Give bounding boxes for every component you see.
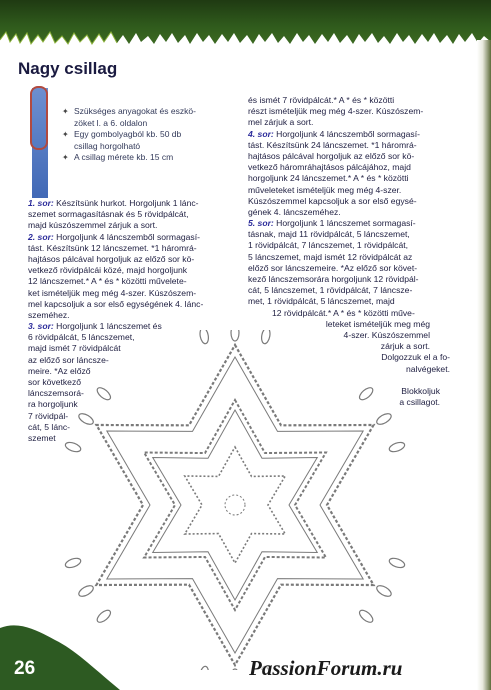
instruction-text: cát, 5 lánc-	[28, 421, 71, 432]
instruction-text: 12 rövidpálcát.* A * és * közötti műve-	[272, 307, 415, 318]
instruction-line	[248, 106, 470, 117]
instruction-line	[248, 185, 470, 196]
instruction-text: 1 rövidpálcát, 7 láncszemet, 1 rövidpálcát,	[248, 240, 409, 251]
instruction-text: meire. *Az előző	[28, 365, 91, 376]
instruction-text: Horgoljunk 4 láncszemből sormagasí-	[273, 128, 420, 139]
instruction-text: cát, 5 láncszemet, 1 rövidpálcát, 7 láncsze-	[248, 285, 413, 296]
instruction-text: műveleteket ismételjük meg még 4-szer.	[248, 184, 402, 195]
picot-loop	[375, 584, 393, 599]
instruction-line	[248, 229, 470, 240]
instruction-text: met, 1 rövidpálcát, 5 láncszemet, majd	[248, 296, 395, 307]
instruction-text: Horgoljunk 4 láncszemből sormagasí-	[53, 231, 200, 242]
page-title: Nagy csillag	[18, 59, 118, 78]
instruction-line	[248, 207, 470, 218]
instruction-text: előző sor láncszemeire. *Az előző sor követ-	[248, 262, 418, 273]
instruction-line	[248, 140, 470, 151]
instruction-line	[248, 151, 470, 162]
instruction-text: a csillagot.	[399, 397, 440, 408]
instruction-line	[28, 198, 242, 209]
picot-loop	[231, 669, 239, 670]
instruction-line	[28, 243, 242, 254]
instruction-text: hajtásos pálcával horgoljuk az előző sor kö-	[28, 253, 195, 264]
row-label: 3. sor:	[28, 321, 54, 332]
instruction-text: szeméhez.	[28, 309, 70, 320]
picot-loop	[64, 556, 82, 569]
picot-loop	[77, 584, 95, 599]
instruction-text: és ismét 7 rövidpálcát.* A * és * közötti	[248, 95, 395, 105]
instruction-text: Készítsünk hurkot. Horgoljunk 1 lánc-	[53, 198, 199, 208]
instruction-text: mel zárjuk a sort.	[248, 117, 314, 128]
center-ring	[225, 495, 245, 515]
grass-decoration	[0, 30, 491, 52]
star-inner-outline	[185, 447, 285, 563]
star-outer-outline	[96, 345, 373, 665]
instruction-text: majd ismét 7 rövidpálcát	[28, 343, 121, 354]
instruction-line	[248, 240, 470, 251]
star-middle-inline	[153, 410, 318, 600]
instruction-line	[28, 209, 242, 220]
instruction-line	[28, 265, 242, 276]
instruction-line	[248, 296, 470, 307]
requirement-line: ✦ A csillag mérete kb. 15 cm	[62, 152, 232, 164]
picot-loop	[231, 330, 239, 341]
requirement-line: csillag horgolható	[74, 140, 141, 151]
instruction-text: 7 rövidpál-	[28, 410, 69, 421]
page-number: 26	[14, 658, 36, 679]
instruction-line	[28, 232, 242, 243]
instruction-line	[248, 319, 470, 330]
requirement-line: ✦ Szükséges anyagokat és eszkö-	[62, 106, 232, 118]
instruction-text: láncszemsorá-	[28, 388, 84, 399]
instruction-text: Horgoljunk 1 láncszemet és	[53, 321, 162, 332]
instruction-text: ket ismételjük meg még 4-szer. Kúszószem-	[28, 287, 197, 298]
instruction-text: 12 láncszemet.* A * és * közötti művelete-	[28, 276, 187, 287]
instruction-line	[248, 173, 470, 184]
requirement-line: ✦ Egy gombolyagból kb. 50 db	[62, 129, 232, 141]
instruction-line	[28, 276, 242, 287]
picot-loop	[199, 330, 210, 344]
instruction-text: tásnak, majd 11 rövidpálcát, 5 láncszemet,	[248, 229, 410, 240]
instruction-line	[248, 274, 470, 285]
instruction-line	[248, 117, 470, 128]
star-crochet-diagram	[60, 330, 410, 670]
instruction-line	[248, 252, 470, 263]
row-label: 5. sor:	[248, 218, 274, 229]
picot-loop	[95, 385, 112, 401]
requirements-list	[62, 106, 232, 164]
picot-loop	[77, 412, 95, 427]
row-label: 4. sor:	[248, 128, 274, 139]
instruction-text: Horgoljunk 1 láncszemet sormagasí-	[273, 218, 416, 229]
instruction-line	[28, 299, 242, 310]
instruction-text: majd kúszószemmel zárjuk a sort.	[28, 220, 158, 231]
instruction-text: 4-szer. Kúszószemmel	[343, 329, 430, 340]
instruction-line	[248, 263, 470, 274]
instruction-line	[248, 162, 470, 173]
instruction-text: szemet	[28, 432, 56, 443]
picot-loop	[199, 666, 210, 670]
instruction-text: nalvégeket.	[406, 363, 450, 374]
instruction-text: Blokkoljuk	[401, 385, 440, 396]
instruction-line	[28, 288, 242, 299]
instruction-text: zárjuk a sort.	[380, 341, 430, 352]
instruction-text: 6 rövidpálcát, 5 láncszemet,	[28, 332, 135, 343]
instruction-line	[28, 310, 242, 321]
instruction-text: vetkező háromráhajtásos pálcájához, majd	[248, 162, 411, 173]
instruction-text: az előző sor láncsze-	[28, 354, 109, 365]
instruction-text: Kúszószemmel kapcsoljuk a sor első egysé-	[248, 195, 417, 206]
instruction-text: tást. Készítsünk 24 láncszemet. *1 háromrá-	[248, 139, 417, 150]
instruction-text: kező láncszemsorára horgoljunk 12 rövidpál-	[248, 274, 419, 284]
instruction-text: horgoljunk 24 láncszemet.* A * és * közötti	[248, 173, 409, 184]
instruction-text: részt ismételjük meg még 4-szer. Kúszószem-	[248, 106, 424, 117]
watermark: PassionForum.ru	[249, 656, 403, 680]
instruction-line	[248, 285, 470, 296]
picot-loop	[388, 441, 406, 454]
instruction-line	[28, 220, 242, 231]
instruction-line	[248, 308, 470, 319]
row-label: 2. sor:	[28, 231, 54, 242]
instruction-line	[248, 95, 470, 106]
instruction-text: ra horgoljunk	[28, 399, 78, 410]
picot-loop	[375, 412, 393, 427]
picot-loop	[357, 385, 374, 401]
instruction-line	[248, 218, 470, 229]
paperclip-icon	[30, 86, 48, 150]
instruction-line	[248, 129, 470, 140]
instruction-text: tást. Készítsünk 12 láncszemet. *1 háromrá-	[28, 242, 197, 253]
picot-loop	[95, 608, 112, 624]
instruction-text: Dolgozzuk el a fo-	[381, 352, 450, 363]
instruction-line	[248, 196, 470, 207]
instruction-text: mel kapcsoljuk a sor első egységének 4. lánc-	[28, 298, 204, 309]
picot-loop	[260, 330, 271, 344]
instruction-text: hajtásos pálcával horgoljuk az előző sor kö-	[248, 150, 415, 161]
instruction-text: leteket ismételjük meg még	[325, 318, 430, 329]
picot-loop	[64, 441, 82, 454]
page-edge	[477, 40, 491, 690]
picot-loop	[357, 608, 374, 624]
instruction-text: sor következő	[28, 377, 82, 387]
instruction-text: 5 láncszemet, majd ismét 12 rövidpálcát az	[248, 251, 413, 262]
instruction-text: szemet sormagasításnak és 5 rövidpálcát,	[28, 209, 189, 220]
row-label: 1. sor:	[28, 198, 54, 208]
instruction-text: gének 4. láncszeméhez.	[248, 206, 341, 217]
instruction-line	[28, 254, 242, 265]
requirement-line: zöket l. a 6. oldalon	[74, 117, 148, 128]
instruction-text: vetkező rövidpálcái közé, majd horgoljunk	[28, 265, 188, 276]
picot-loop	[388, 556, 406, 569]
